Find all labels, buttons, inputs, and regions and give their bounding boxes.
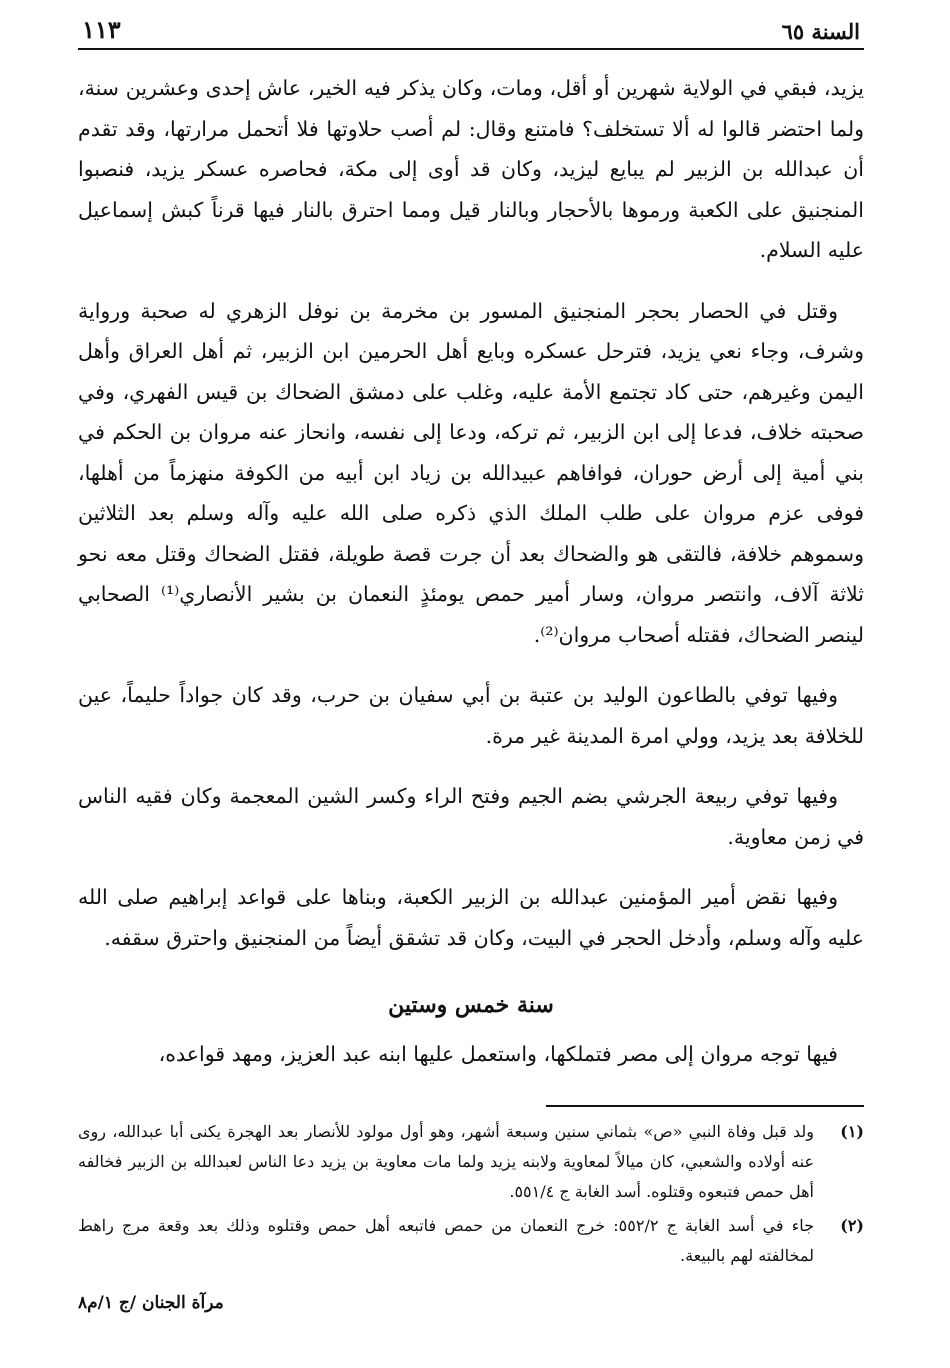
signature-line: مرآة الجنان /ج ١/م٨ [78, 1292, 224, 1313]
running-header-title: السنة ٦٥ [781, 19, 860, 44]
footnote-divider [546, 1105, 864, 1107]
footnote-1 [78, 1117, 864, 1207]
footnote-text: ولد قبل وفاة النبي «ص» بثماني سنين وسبعة أشهر، وهو أول مولود للأنصار بعد الهجرة يكنى أبا عبدالله، روى عنه أولاده والشعبي، كان ميالاً لمعاوية ولابنه يزيد ولما مات معاوية بن يزيد دعا الناس لعبدالله بن الزبير فخالفه أهل حمص فتبعوه وقتلوه. أسد الغابة ج ٥٥١/٤. [78, 1121, 814, 1201]
book-page [78, 12, 864, 1313]
running-header [78, 12, 864, 50]
footnotes [78, 1117, 864, 1271]
paragraph-5: وفيها نقض أمير المؤمنين عبدالله بن الزبير الكعبة، وبناها على قواعد إبراهيم صلى الله عليه وآله وسلم، وأدخل الحجر في البيت، وكان قد تشقق أيضاً من المنجنيق واحترق سقفه. [78, 885, 864, 950]
paragraph-2: وقتل في الحصار بحجر المنجنيق المسور بن مخرمة بن نوفل الزهري له صحبة ورواية وشرف، وجاء نعي يزيد، فترحل عسكره وبايع أهل الحرمين ابن الزبير، ثم أهل العراق وأهل اليمن وغيرهم، حتى كاد تجتمع الأمة عليه، وغلب على دمشق الضحاك بن قيس الفهري، وفي صحبته خلاف، فدعا إلى ابن الزبير، ثم تركه، ودعا إلى نفسه، وانحاز عنه مروان بن الحكم في بني أمية إلى أرض حوران، فوافاهم عبيدالله بن زياد ابن أبيه من الكوفة منهزماً من أهلها، فوفى عزم مروان على طلب الملك الذي ذكره صلى الله عليه وآله وسلم بعد الثلاثين وسموهم خلافة، فالتقى هو والضحاك بعد أن جرت قصة طويلة، فقتل الضحاك وقتل معه نحو ثلاثة آلاف، وانتصر مروان، وسار أمير حمص يومئذٍ النعمان بن بشير الأنصاري⁽¹⁾ الصحابي لينصر الضحاك، فقتله أصحاب مروان⁽²⁾. [78, 298, 864, 647]
closing-paragraph: فيها توجه مروان إلى مصر فتملكها، واستعمل عليها ابنه عبد العزيز، ومهد قواعده، [158, 1042, 838, 1066]
page-number: ١١٣ [82, 15, 121, 44]
paragraph-4: وفيها توفي ربيعة الجرشي بضم الجيم وفتح الراء وكسر الشين المعجمة وكان فقيه الناس في زمن معاوية. [78, 784, 864, 849]
footnote-2 [78, 1211, 864, 1271]
paragraph-1: يزيد، فبقي في الولاية شهرين أو أقل، ومات، وكان يذكر فيه الخير، عاش إحدى وعشرين سنة، ولما احتضر قالوا له ألا تستخلف؟ فامتنع وقال: لم أصب حلاوتها فلا أتحمل مرارتها، وقد تقدم أن عبدالله بن الزبير لم يبايع ليزيد، وكان قد أوى إلى مكة، فحاصره عسكر يزيد، فنصبوا المنجنيق على الكعبة ورموها بالأحجار وبالنار قيل ومما احترق بالنار فيها قرناً كبش إسماعيل عليه السلام. [78, 76, 864, 262]
paragraph-3: وفيها توفي بالطاعون الوليد بن عتبة بن أبي سفيان بن حرب، وقد كان جواداً حليماً، عين للخلافة بعد يزيد، وولي امرة المدينة غير مرة. [78, 683, 864, 748]
footnote-text: جاء في أسد الغابة ج ٥٥٢/٢: خرج النعمان من حمص فاتبعه أهل حمص وقتلوه وذلك بعد وقعة مرج راهط لمخالفته لهم بالبيعة. [78, 1215, 814, 1265]
section-heading: سنة خمس وستين [388, 992, 554, 1018]
main-text [78, 68, 864, 1075]
footnote-marker: (٢) [840, 1215, 864, 1235]
footnote-marker: (١) [840, 1121, 864, 1141]
